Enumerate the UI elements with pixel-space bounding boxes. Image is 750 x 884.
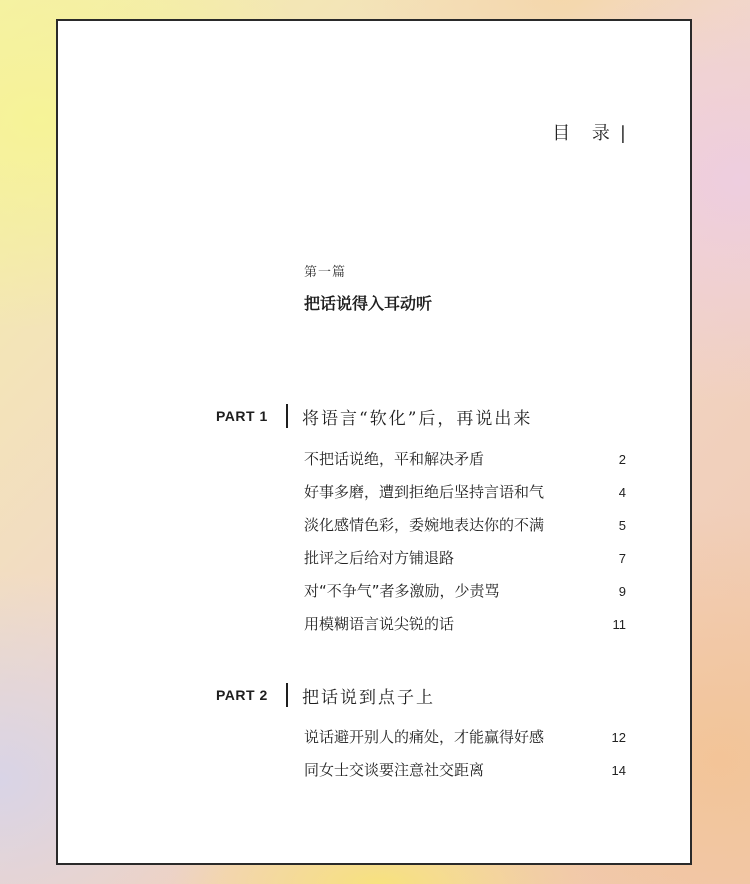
part-1-header [216, 403, 532, 429]
toc-heading-text: 目 录 [552, 123, 618, 144]
toc-entry[interactable] [304, 580, 626, 613]
toc-entry-page: 5 [618, 518, 626, 533]
toc-entry-title: 批评之后给对方铺退路 [304, 549, 455, 567]
part-divider [286, 404, 288, 428]
toc-entry-page: 2 [618, 452, 626, 467]
toc-entry[interactable] [304, 547, 626, 580]
part-2-entries [304, 726, 626, 792]
book-page [56, 19, 692, 865]
toc-entry-title: 淡化感情色彩，委婉地表达你的不满 [304, 516, 545, 534]
toc-entry-page: 4 [618, 485, 626, 500]
toc-entry-page: 9 [618, 584, 626, 599]
toc-heading-mark: | [619, 123, 626, 144]
toc-entry-title: 用模糊语言说尖锐的话 [304, 615, 455, 633]
toc-entry[interactable] [304, 726, 626, 759]
part-label: PART 2 [216, 687, 268, 703]
part-title: 把话说到点子上 [302, 687, 435, 708]
toc-entry-page: 12 [611, 730, 626, 745]
toc-heading [552, 119, 626, 145]
section-kicker: 第一篇 [304, 265, 347, 280]
part-2-header [216, 682, 435, 708]
toc-entry-page: 7 [618, 551, 626, 566]
toc-entry-title: 好事多磨，遭到拒绝后坚持言语和气 [304, 483, 545, 501]
part-divider [286, 683, 288, 707]
toc-entry[interactable] [304, 481, 626, 514]
section-title: 把话说得入耳动听 [304, 294, 433, 313]
toc-entry-title: 同女士交谈要注意社交距离 [304, 761, 485, 779]
toc-entry-title: 说话避开别人的痛处，才能赢得好感 [304, 728, 545, 746]
part-1-entries [304, 448, 626, 646]
toc-entry-title: 对“不争气”者多激励，少责骂 [304, 582, 500, 600]
toc-entry[interactable] [304, 759, 626, 792]
toc-entry-page: 11 [612, 617, 626, 632]
part-label: PART 1 [216, 408, 268, 424]
toc-entry[interactable] [304, 514, 626, 547]
toc-entry-page: 14 [611, 763, 626, 778]
part-title: 将语言“软化”后，再说出来 [302, 408, 533, 429]
toc-entry-title: 不把话说绝，平和解决矛盾 [304, 450, 485, 468]
toc-entry[interactable] [304, 613, 626, 646]
toc-entry[interactable] [304, 448, 626, 481]
